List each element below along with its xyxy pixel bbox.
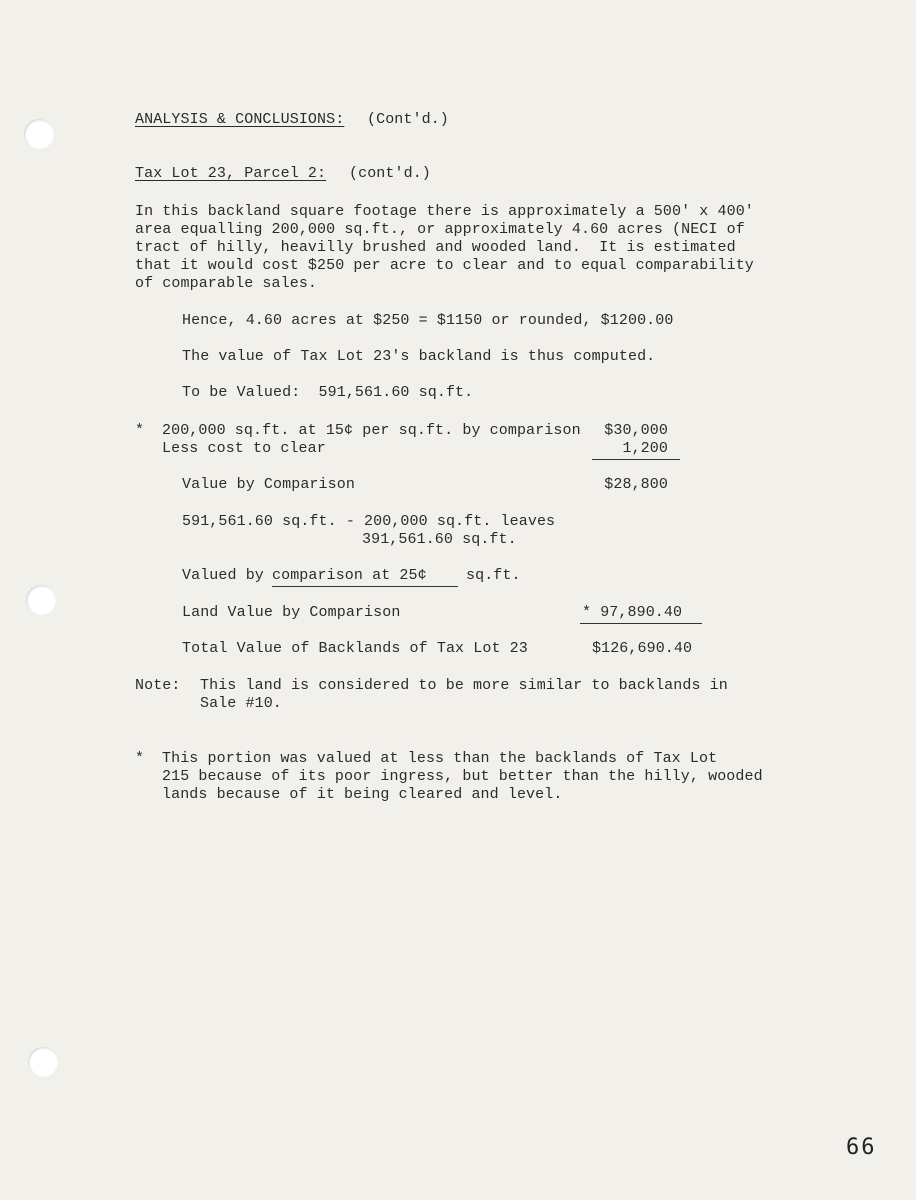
calc-row-value: $126,690.40 xyxy=(592,640,693,657)
footnote-mark: * xyxy=(135,750,145,767)
calc-row-label: Value by Comparison xyxy=(182,476,355,493)
footnote-line: lands because of it being cleared and level. xyxy=(162,786,563,803)
calc-row-label: 391,561.60 sq.ft. xyxy=(362,531,517,548)
section-title: Tax Lot 23, Parcel 2: xyxy=(135,165,327,182)
asterisk-mark: * xyxy=(135,422,145,439)
rate-underline xyxy=(272,586,458,587)
calc-row-label: Total Value of Backlands of Tax Lot 23 xyxy=(182,640,528,657)
punch-hole-middle xyxy=(26,585,56,615)
paragraph-line: tract of hilly, heavilly brushed and wooded land. It is estimated xyxy=(135,239,736,256)
calc-row-value: 1,200 xyxy=(622,440,668,457)
total-rule xyxy=(580,623,702,624)
computed-line: The value of Tax Lot 23's backland is thus computed. xyxy=(182,348,656,365)
section-title-suffix: (cont'd.) xyxy=(349,165,431,182)
calc-row-value: $28,800 xyxy=(604,476,668,493)
calc-row-label: 591,561.60 sq.ft. - 200,000 sq.ft. leaves xyxy=(182,513,556,530)
hence-line: Hence, 4.60 acres at $250 = $1150 or rounded, $1200.00 xyxy=(182,312,674,329)
calc-row-label: Land Value by Comparison xyxy=(182,604,401,621)
calc-row-value: * 97,890.40 xyxy=(582,604,683,621)
paragraph-line: In this backland square footage there is approximately a 500' x 400' xyxy=(135,203,754,220)
footnote-line: This portion was valued at less than the backlands of Tax Lot xyxy=(162,750,718,767)
note-label: Note: xyxy=(135,677,181,694)
subtotal-rule xyxy=(592,459,680,460)
paragraph-line: area equalling 200,000 sq.ft., or approximately 4.60 acres (NECI of xyxy=(135,221,745,238)
punch-hole-top xyxy=(24,119,54,149)
page-title: ANALYSIS & CONCLUSIONS: xyxy=(135,111,345,128)
footnote-line: 215 because of its poor ingress, but better than the hilly, wooded xyxy=(162,768,763,785)
punch-hole-bottom xyxy=(28,1047,58,1077)
calc-row-label: Less cost to clear xyxy=(162,440,326,457)
calc-row-label: comparison at 25¢ xyxy=(272,567,427,584)
calc-row-value: $30,000 xyxy=(604,422,668,439)
note-line: Sale #10. xyxy=(200,695,282,712)
calc-row-label: Valued by xyxy=(182,567,264,584)
calc-row-label: 200,000 sq.ft. at 15¢ per sq.ft. by comparison xyxy=(162,422,581,439)
calc-row-label: sq.ft. xyxy=(466,567,521,584)
page-title-suffix: (Cont'd.) xyxy=(367,111,449,128)
paragraph-line: that it would cost $250 per acre to clear and to equal comparability xyxy=(135,257,754,274)
note-line: This land is considered to be more similar to backlands in xyxy=(200,677,728,694)
paragraph-line: of comparable sales. xyxy=(135,275,318,292)
to-be-valued-line: To be Valued: 591,561.60 sq.ft. xyxy=(182,384,474,401)
page-number: 66 xyxy=(846,1135,877,1160)
